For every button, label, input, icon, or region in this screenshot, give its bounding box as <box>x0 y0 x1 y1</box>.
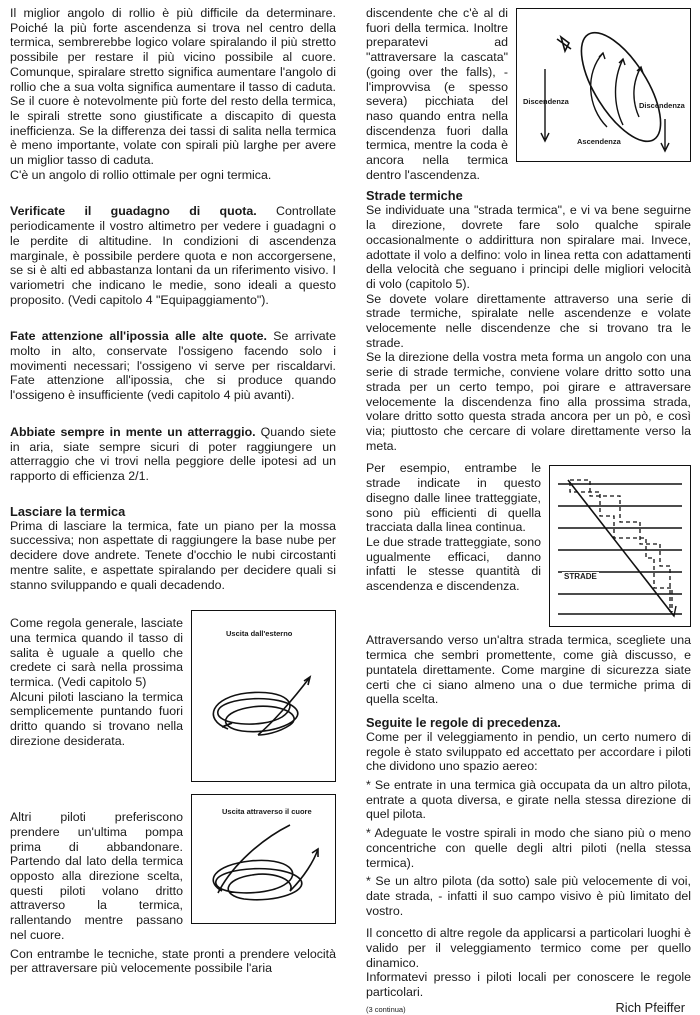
attraversando-paragraph: Attraversando verso un'altra strada termica, scegliete una termica che sembri promettente, come già discusso, e puntatela direttamente. Come margine di sicurezza siate certi che ci siano almeno una o due termiche prima di quella scelta. <box>366 633 691 707</box>
entrambe-paragraph: Con entrambe le tecniche, state pronti a prendere velocità per attraversare più velocemente possibile l'aria <box>10 946 336 976</box>
alcuni-paragraph: Alcuni piloti lasciano la termica semplicemente puntando fuori dritto quando si trovano nella direzione desiderata. <box>10 689 183 748</box>
strade-drawing <box>550 466 689 625</box>
right-column <box>366 6 691 1015</box>
figure3-row <box>366 6 691 182</box>
strade-paragraph-3: Se la direzione della vostra meta forma un angolo con una serie di strade termiche, conviene volare dritto sotto una strada per un certo tempo, poi girare e attraversare velocemente la discendenza fino alla prossima strada, volare dritto sotto questa strada ancora per un pò, e così via; piuttosto che cercare di volare direttamente verso la meta. <box>366 350 691 453</box>
precedenza-heading: Seguite le regole di precedenza. <box>366 714 561 730</box>
intro-conclusion: C'è un angolo di rollio ottimale per ogni termica. <box>10 167 272 182</box>
figure1-row <box>10 610 336 782</box>
quota-heading: Verificate il guadagno di quota. <box>10 204 257 219</box>
quota-paragraph <box>10 204 336 307</box>
author-signature: Rich Pfeiffer <box>615 999 685 1015</box>
tratteggiate-paragraph: Le due strade tratteggiate, sono ugualmente efficaci, danno infatti le stesse quantità di ascendenza e discendenza. <box>366 534 541 594</box>
figure-exit-core <box>191 794 336 924</box>
strade-label: STRADE <box>564 572 597 582</box>
left-column <box>10 6 336 976</box>
rule-1: * Se entrate in una termica già occupata da un altro pilota, entrate a quota diversa, e girate nella stessa direzione di quel pilota. <box>366 778 691 822</box>
rule-3: * Se un altro pilota (da sotto) sale più velocemente di voi, date strada, - infatti il suo campo visivo è più limitato del vostro. <box>366 874 691 918</box>
ipossia-heading: Fate attenzione all'ipossia alle alte quote. <box>10 329 267 344</box>
esempio-paragraph: Per esempio, entrambe le strade indicate in questo disegno dalle linee tratteggiate, sono più efficienti di quella tracciata dalla linea continua. <box>366 461 541 535</box>
strade-heading: Strade termiche <box>366 188 463 204</box>
figure2-row <box>10 794 336 942</box>
ipossia-text: Se arrivate molto in alto, conservate l'ossigeno facendo solo i movimenti necessari; l'ossigeno vi serve per riscaldarvi. Fate attenzione all'ipossia, che si produce quando l'ossigeno è insufficiente (vedi capitolo 4 più avanti). <box>10 329 336 403</box>
strade-paragraph-1: Se individuate una "strada termica", e vi va bene seguirne la direzione, dovrete fare solo qualche spirale occasionalmente o addirittura non spiralare mai. Invece, adottate il volo a delfino: volo in linea retta con adattamenti della velocità che seguano i principi delle migliori velocità di volo (capitolo 5). <box>366 203 691 291</box>
figure4-row <box>366 461 691 627</box>
rule-2: * Adeguate le vostre spirali in modo che siano più o meno concentriche con quelle degli altri piloti (nella stessa termica). <box>366 826 691 870</box>
altri-paragraph: Altri piloti preferiscono prendere un'ultima pompa prima di abbandonare. Partendo dal lato della termica opposto alla direzione scelta, questi piloti volano dritto attraverso la termica, rallentando mentre passano nel cuore. <box>10 810 183 942</box>
intro-paragraph: Il miglior angolo di rollio è più difficile da determinare. Poiché la più forte ascendenza si trova nel centro della termica, sembrerebbe logico volare spiralando il più stretto possibile per restare il più vicino possibile al cuore. Comunque, spiralare stretto significa aumentare l'angolo di rollio che a sua volta significa aumentare il tasso di caduta. Se il cuore è notevolmente più forte del resto della termica, le spirali strette sono giustificate a discapito di questa inefficienza. Se la differenza dei tassi di salita nella termica è meno importante, volate con spirali più larghe per avere un miglior tasso di caduta. <box>10 6 336 168</box>
ipossia-paragraph <box>10 329 336 403</box>
figure-exit-outside <box>191 610 336 782</box>
falls-label-ascent: Ascendenza <box>577 137 621 146</box>
informatevi-paragraph: Informatevi presso i piloti locali per conoscere le regole particolari. <box>366 970 691 1000</box>
lasciare-heading: Lasciare la termica <box>10 503 126 519</box>
precedenza-paragraph: Come per il veleggiamento in pendio, un certo numero di regole è stato sviluppato ed accettato per accordare i piloti che dividono uno spazio aereo: <box>366 729 691 774</box>
continua-note: (3 continua) <box>366 1004 406 1014</box>
atterraggio-paragraph <box>10 425 336 484</box>
figure-exit-core-caption: Uscita attraverso il cuore <box>222 807 312 817</box>
strade-paragraph-2: Se dovete volare direttamente attraverso una serie di strade termiche, spiralate nelle ascendenze e volate velocemente nelle discendenze che si trovano tra le strade. <box>366 291 691 350</box>
falls-label-descent-left: Discendenza <box>523 97 569 106</box>
footer <box>366 1000 691 1015</box>
figure-exit-outside-caption: Uscita dall'esterno <box>226 629 293 639</box>
atterraggio-heading: Abbiate sempre in mente un atterraggio. <box>10 424 256 439</box>
figure-falls <box>516 8 691 162</box>
lasciare-paragraph: Prima di lasciare la termica, fate un piano per la mossa successiva; non aspettate di raggiungere la base nube per decidere dove andrete. Tenete d'occhio le nubi circostanti mentre salite, e aspettate spiralando per decidere quali si stanno sviluppando e quali decadendo. <box>10 518 336 592</box>
falls-label-descent-right: Discendenza <box>639 101 685 110</box>
figure-strade <box>549 465 691 627</box>
quota-text: Controllate periodicamente il vostro altimetro per vedere i guadagni o le perdite di altitudine. In condizioni di ascendenza marginale, è possibile perdere quota e non accorgersene, se si è alti ed abbastanza lontani da un riferimento visivo. I variometri che indicano le medie, sono ideali a questo proposito. (Vedi capitolo 4 "Equipaggiamento"). <box>10 204 336 307</box>
discendente-paragraph: discendente che c'è al di fuori della termica. Inoltre preparatevi ad "attraversare la cascata" (going over the falls), - l'improvvisa (e spesso severa) picchiata del naso quando entra nella discendenza fuori dalla termica, mentre la coda è ancora nella termica dentro l'ascendenza. <box>366 6 508 182</box>
concetto-paragraph: Il concetto di altre regole da applicarsi a particolari luoghi è valido per il veleggiamento termico come per quello dinamico. <box>366 926 691 970</box>
regola-paragraph: Come regola generale, lasciate una termica quando il tasso di salita è uguale a quello che credete ci sarà nella prossima termica. (Vedi capitolo 5) <box>10 616 183 690</box>
atterraggio-text: Quando siete in aria, siate sempre sicuri di poter raggiungere un atterraggio che vi trovi nella peggiore delle ipotesi ad un rapporto di efficienza 2/1. <box>10 424 336 483</box>
